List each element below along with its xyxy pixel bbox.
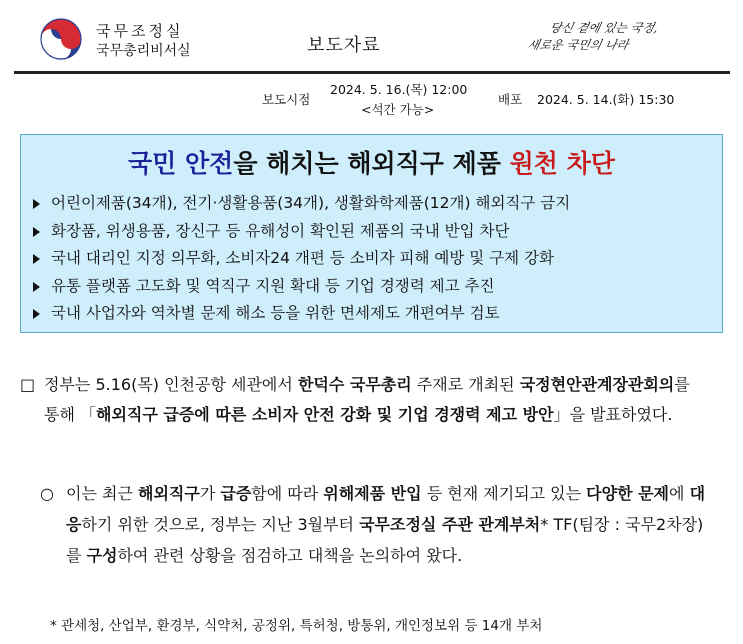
triangle-bullet-icon xyxy=(33,254,40,264)
org-subtitle: 국무총리비서실 xyxy=(96,43,191,59)
sub-paragraph-marker: ○ xyxy=(40,484,54,503)
text-run: 정부는 5.16(목) 인천공항 세관에서 xyxy=(44,375,298,394)
summary-bullet-text: 국내 사업자와 역차별 문제 해소 등을 위한 면세제도 개편여부 검토 xyxy=(51,304,500,322)
summary-bullet xyxy=(31,192,570,220)
footnote: * 관세청, 산업부, 환경부, 식약처, 공정위, 특허청, 방통위, 개인정보위 등 14개 부처 xyxy=(50,618,543,634)
text-run: 등 현재 제기되고 있는 xyxy=(421,484,587,503)
text-run: 」을 발표하였다. xyxy=(553,405,673,424)
summary-bullet-list xyxy=(31,192,570,330)
text-run: 이는 최근 xyxy=(66,484,138,503)
text-run: * TF(팀장 : 국무2차장)를 xyxy=(66,515,704,565)
text-run: 주재로 개최된 xyxy=(411,375,520,394)
body-paragraph-1 xyxy=(44,370,704,430)
header-divider xyxy=(14,71,730,74)
org-name: 국무조정실 xyxy=(96,22,184,40)
emphasis-run: 국정현안관계장관회의 xyxy=(519,375,675,394)
text-run: 를 통해 「 xyxy=(44,375,690,424)
distribution-time: 2024. 5. 14.(화) 15:30 xyxy=(537,92,675,107)
summary-bullet-text: 유통 플랫폼 고도화 및 역직구 지원 확대 등 기업 경쟁력 제고 추진 xyxy=(51,276,495,295)
text-run: 에 xyxy=(669,484,690,503)
emphasis-run: 해외직구 xyxy=(138,484,200,503)
body-sub-paragraph-1 xyxy=(66,478,706,571)
headline-part-2: 을 해치는 해외직구 제품 xyxy=(233,149,510,178)
emphasis-run: 위해제품 반입 xyxy=(323,484,422,503)
slogan xyxy=(528,19,678,59)
text-run: 하기 위한 것으로, 정부는 지난 3월부터 xyxy=(81,515,360,534)
emphasis-run: 한덕수 국무총리 xyxy=(297,375,412,394)
slogan-line-2: 새로운 국민의 나라 xyxy=(526,38,630,52)
summary-bullet xyxy=(31,302,570,330)
summary-bullet-text: 국내 대리인 지정 의무화, 소비자24 개편 등 소비자 피해 예방 및 구제 강화 xyxy=(51,249,555,267)
paragraph-marker: □ xyxy=(20,375,36,394)
emphasis-run: 급증 xyxy=(220,484,252,503)
emphasis-run: 대응 xyxy=(66,484,706,534)
summary-bullet-text: 화장품, 위생용품, 장신구 등 유해성이 확인된 제품의 국내 반입 차단 xyxy=(51,221,510,240)
triangle-bullet-icon xyxy=(33,227,40,237)
emphasis-run: 국무조정실 주관 관계부처 xyxy=(359,515,541,534)
distribution-label: 배포 xyxy=(498,92,523,107)
triangle-bullet-icon xyxy=(33,282,40,292)
release-note: <석간 가능> xyxy=(361,102,435,117)
headline xyxy=(21,144,722,180)
summary-bullet-text: 어린이제품(34개), 전기·생활용품(34개), 생활화학제품(12개) 해외직구 금지 xyxy=(51,194,571,212)
release-label: 보도시점 xyxy=(262,92,311,107)
summary-bullet xyxy=(31,247,570,275)
headline-part-3: 원천 차단 xyxy=(509,149,615,178)
document-type: 보도자료 xyxy=(307,35,381,56)
summary-bullet xyxy=(31,275,570,303)
triangle-bullet-icon xyxy=(33,199,40,209)
release-time: 2024. 5. 16.(목) 12:00 xyxy=(330,82,468,97)
triangle-bullet-icon xyxy=(33,309,40,319)
text-run: 하여 관련 상황을 점검하고 대책을 논의하여 왔다. xyxy=(117,546,463,565)
summary-box xyxy=(20,134,723,333)
summary-bullet xyxy=(31,220,570,248)
headline-part-1: 국민 안전 xyxy=(128,149,234,178)
document-header xyxy=(0,0,743,74)
emphasis-run: 다양한 문제 xyxy=(586,484,670,503)
slogan-line-1: 당신 곁에 있는 국정, xyxy=(548,21,660,35)
emphasis-run: 해외직구 급증에 따른 소비자 안전 강화 및 기업 경쟁력 제고 방안 xyxy=(96,405,554,424)
text-run: 함에 따라 xyxy=(251,484,324,503)
emphasis-run: 구성 xyxy=(86,546,118,565)
text-run: 가 xyxy=(199,484,221,503)
taeguk-logo-icon xyxy=(40,18,82,60)
